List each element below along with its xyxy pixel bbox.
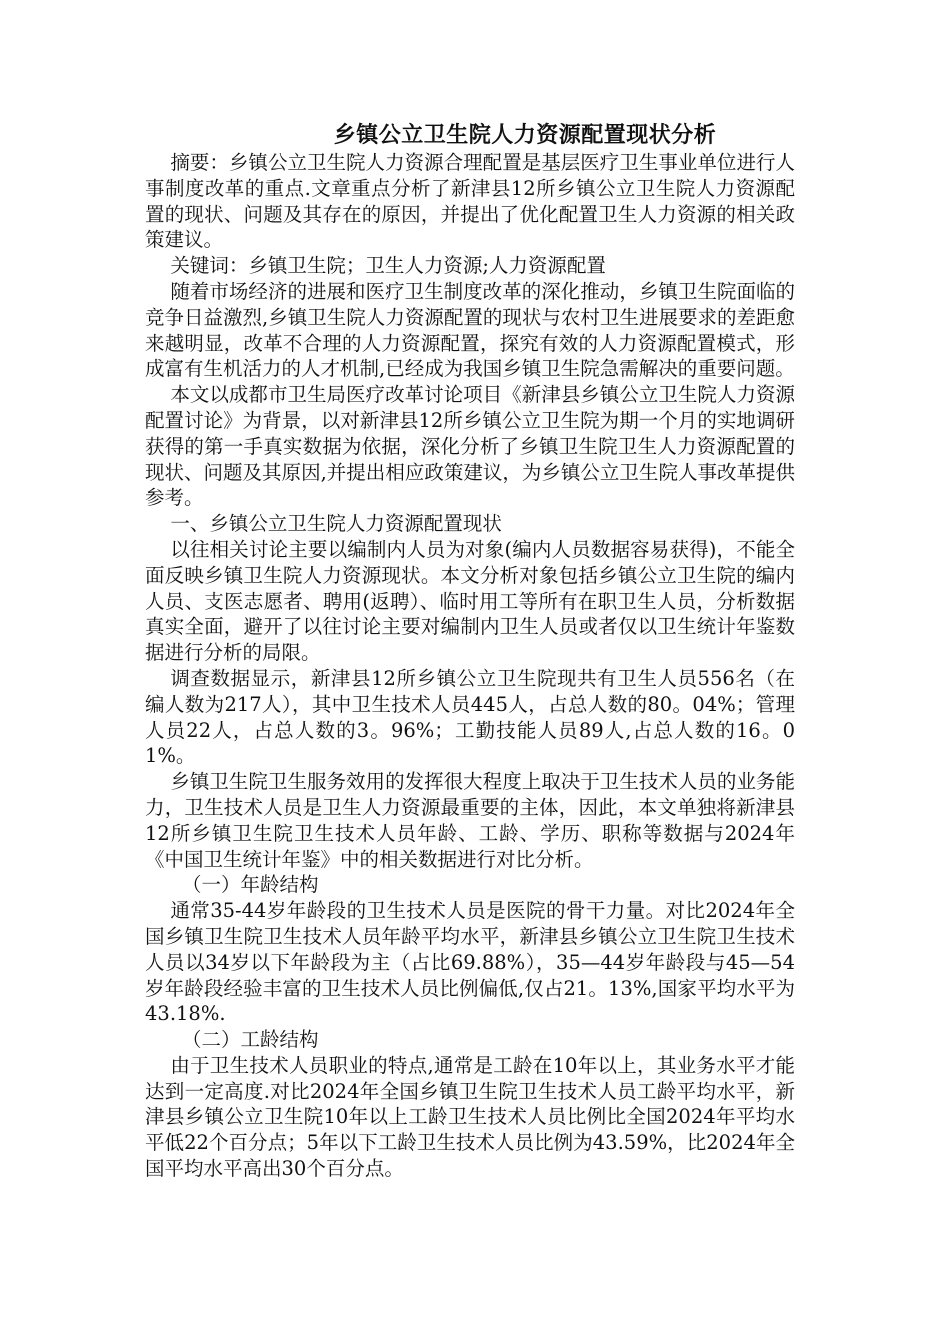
subsection-seniority-paragraph: 由于卫生技术人员职业的特点,通常是工龄在10年以上，其业务水平才能达到一定高度.对比2024年全国乡镇卫生院卫生技术人员工龄平均水平，新津县乡镇公立卫生院10年以上工龄卫生技术人员比例比全国2024年平均水平低22个百分点；5年以下工龄卫生技术人员比例为43.59%，比2024年全国平均水平高出30个百分点。	[145, 1053, 795, 1181]
intro-paragraph-1: 随着市场经济的进展和医疗卫生制度改革的深化推动，乡镇卫生院面临的竞争日益激烈,乡镇卫生院人力资源配置的现状与农村卫生进展要求的差距愈来越明显，改革不合理的人力资源配置，探究有效的人力资源配置模式，形成富有生机活力的人才机制,已经成为我国乡镇卫生院急需解决的重要问题。	[145, 279, 795, 381]
subsection-age-heading: （一）年龄结构	[182, 873, 319, 897]
document-page	[145, 120, 795, 1182]
document-title: 乡镇公立卫生院人力资源配置现状分析	[333, 122, 717, 148]
section-1-paragraph-3: 乡镇卫生院卫生服务效用的发挥很大程度上取决于卫生技术人员的业务能力，卫生技术人员是卫生人力资源最重要的主体，因此，本文单独将新津县12所乡镇卫生院卫生技术人员年龄、工龄、学历、职称等数据与2024年《中国卫生统计年鉴》中的相关数据进行对比分析。	[145, 770, 795, 871]
section-1-paragraph-1: 以往相关讨论主要以编制内人员为对象(编内人员数据容易获得)，不能全面反映乡镇卫生院人力资源现状。本文分析对象包括乡镇公立卫生院的编内人员、支医志愿者、聘用(返聘）、临时用工等所有在职卫生人员，分析数据真实全面，避开了以往讨论主要对编制内卫生人员或者仅以卫生统计年鉴数据进行分析的局限。	[145, 537, 795, 665]
keywords: 关键词：乡镇卫生院；卫生人力资源;人力资源配置	[170, 254, 606, 278]
section-1-heading: 一、乡镇公立卫生院人力资源配置现状	[170, 512, 502, 536]
section-1-paragraph-2: 调查数据显示，新津县12所乡镇公立卫生院现共有卫生人员556名（在编人数为217人），其中卫生技术人员445人，占总人数的80。04%；管理人员22人，占总人数的3。96%；工勤技能人员89人,占总人数的16。01%。	[145, 666, 795, 768]
subsection-age-paragraph: 通常35-44岁年龄段的卫生技术人员是医院的骨干力量。对比2024年全国乡镇卫生院卫生技术人员年龄平均水平，新津县乡镇公立卫生院卫生技术人员以34岁以下年龄段为主（占比69.88%），35—44岁年龄段与45—54岁年龄段经验丰富的卫生技术人员比例偏低,仅占21。13%,国家平均水平为43.18%.	[145, 899, 795, 1026]
subsection-seniority-heading: （二）工龄结构	[182, 1028, 319, 1052]
intro-paragraph-2: 本文以成都市卫生局医疗改革讨论项目《新津县乡镇公立卫生院人力资源配置讨论》为背景，以对新津县12所乡镇公立卫生院为期一个月的实地调研获得的第一手真实数据为依据，深化分析了乡镇卫生院卫生人力资源配置的现状、问题及其原因,并提出相应政策建议，为乡镇公立卫生院人事改革提供参考。	[145, 383, 795, 510]
abstract: 摘要：乡镇公立卫生院人力资源合理配置是基层医疗卫生事业单位进行人事制度改革的重点.文章重点分析了新津县12所乡镇公立卫生院人力资源配置的现状、问题及其存在的原因，并提出了优化配置卫生人力资源的相关政策建议。	[145, 151, 795, 252]
